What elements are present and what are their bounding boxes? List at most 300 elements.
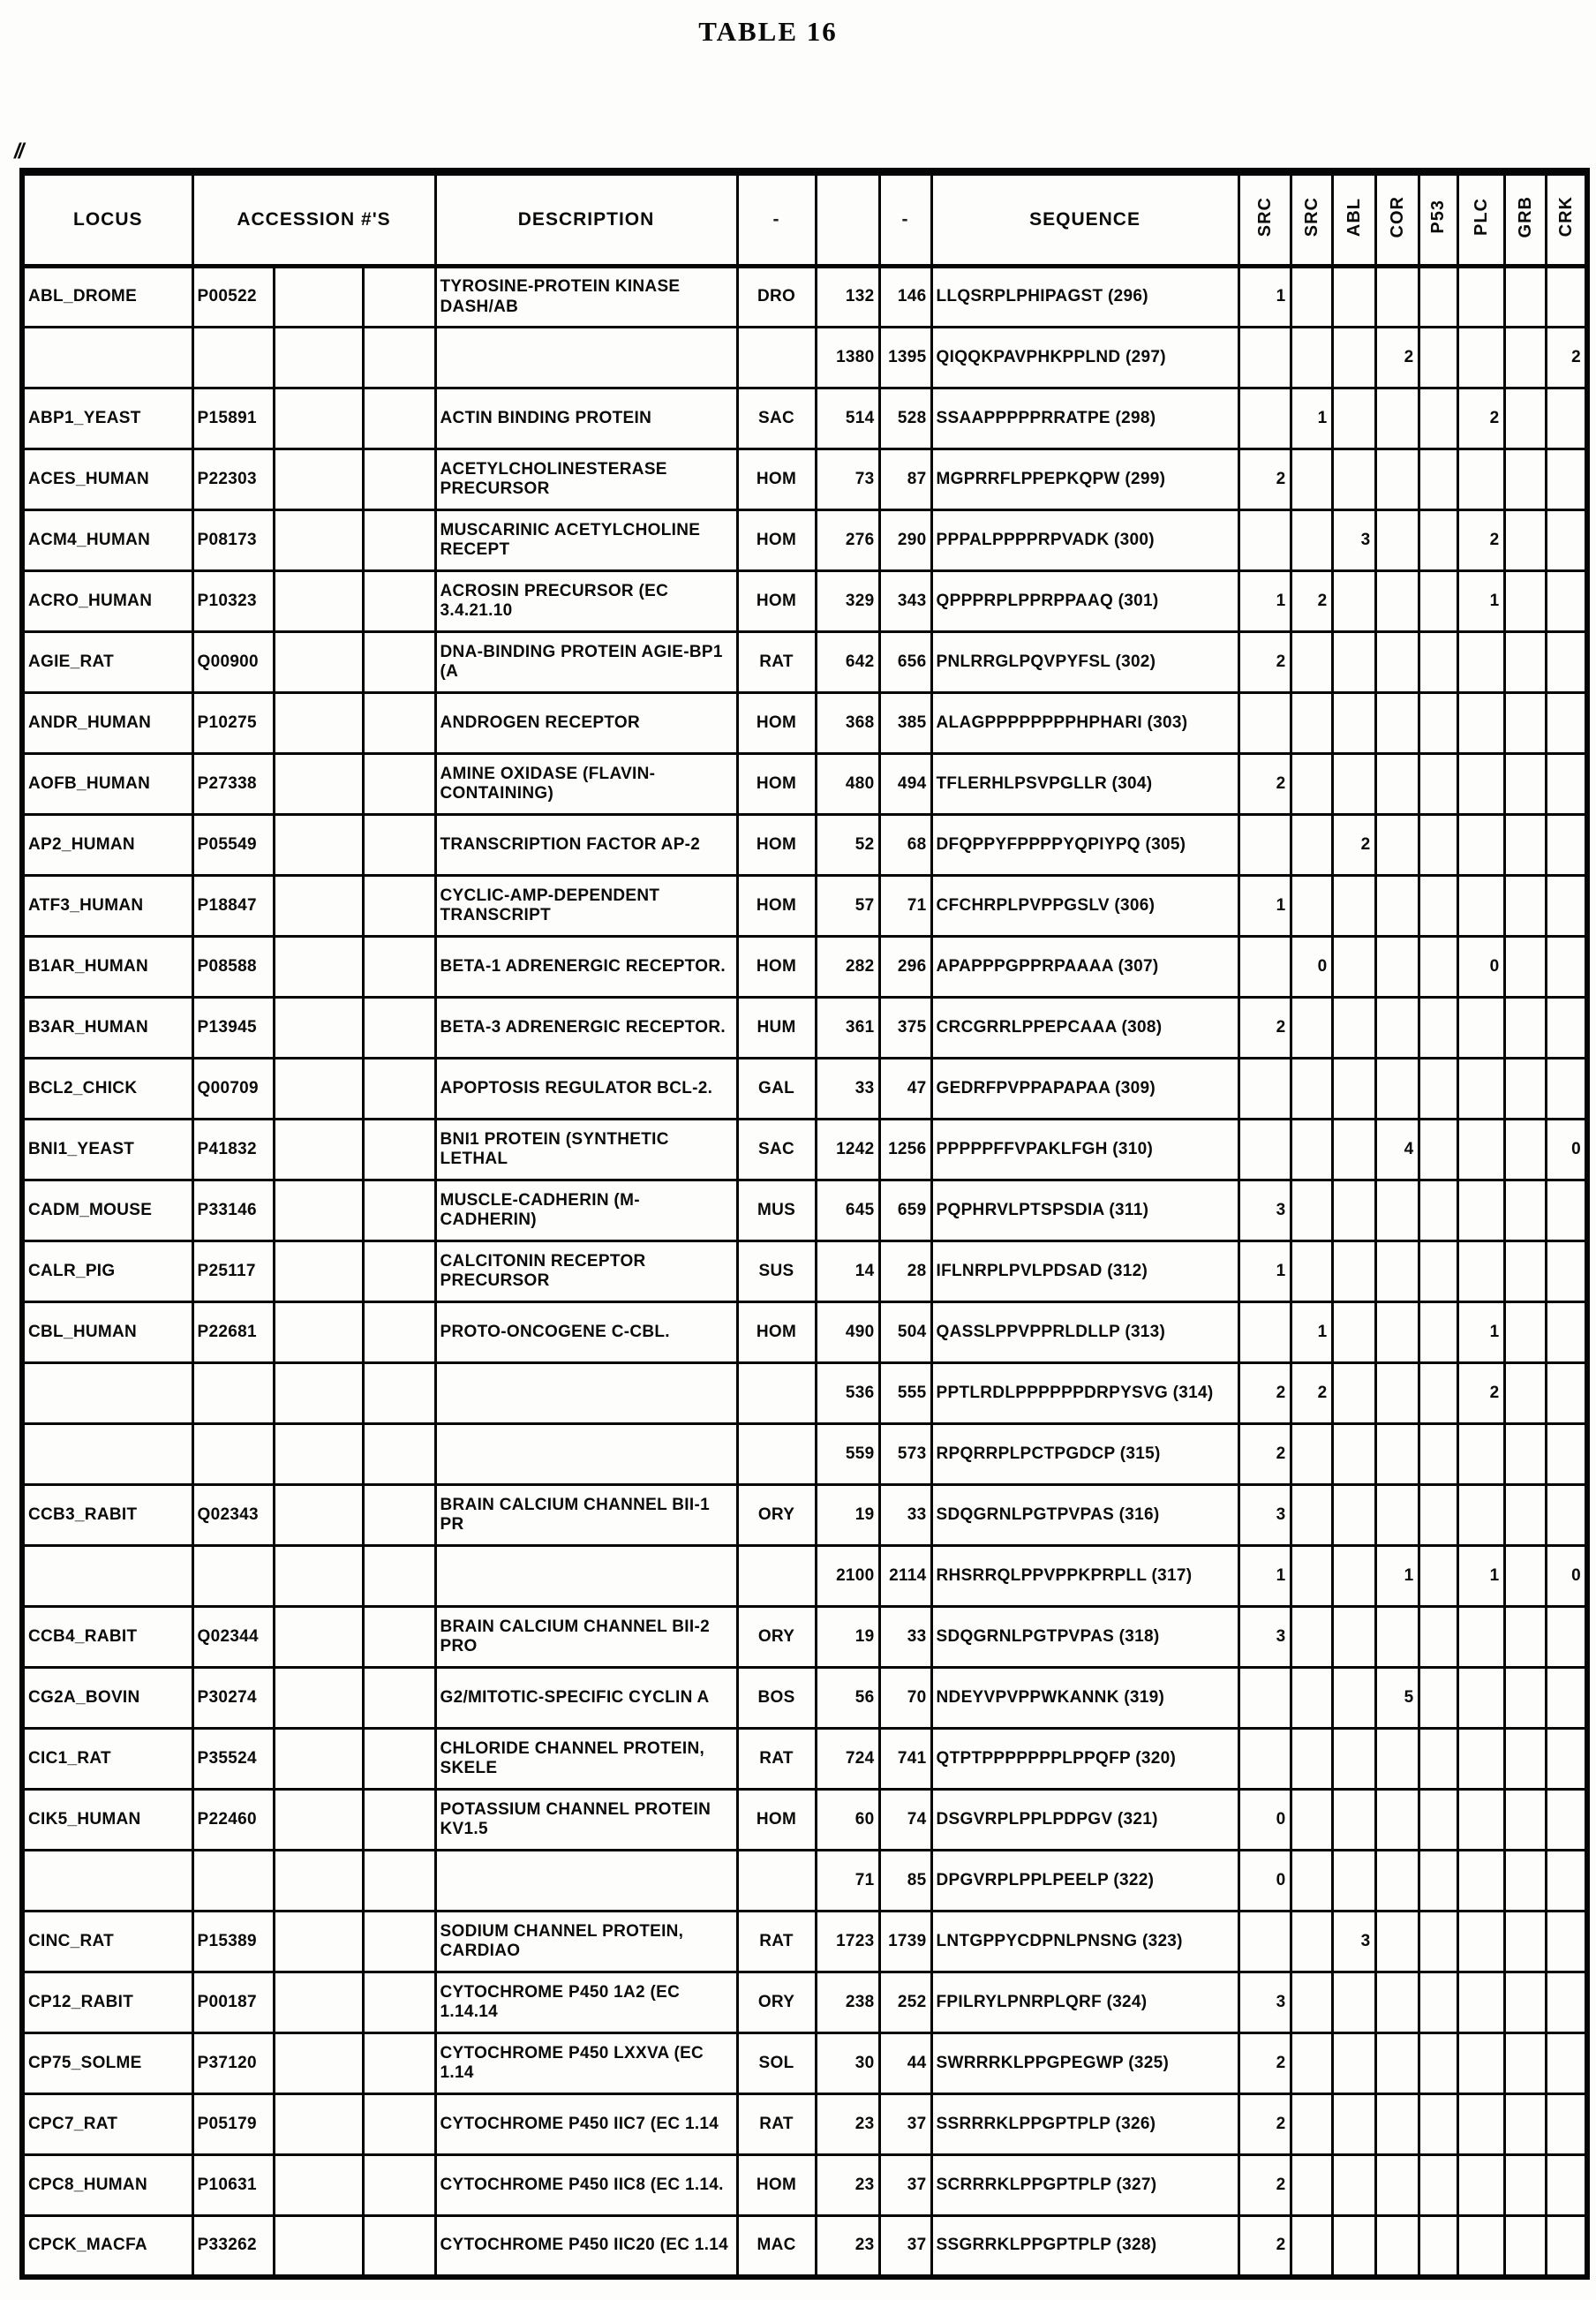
accession-subcell-2 [274,876,363,937]
count-cell-crk-7 [1546,1241,1587,1302]
count-cell-src-1 [1291,1546,1332,1607]
description-cell: CYTOCHROME P450 IIC8 (EC 1.14. [435,2155,737,2216]
count-cell-abl-2 [1332,1363,1375,1424]
accession-subcell-2 [274,1120,363,1180]
count-cell-p53-4 [1419,1120,1457,1180]
end-cell: 290 [879,510,931,571]
count-cell-src-0: 3 [1238,1485,1291,1546]
sequence-cell: LLQSRPLPHIPAGST (296) [931,267,1238,328]
table-row [22,267,1587,328]
accession-subcell-3 [363,1424,435,1485]
start-cell: 514 [816,388,879,449]
sequence-cell: QPPPRPLPPRPPAAQ (301) [931,571,1238,632]
count-cell-cor-3: 5 [1375,1668,1419,1729]
count-cell-abl-2 [1332,2216,1375,2277]
start-cell: 276 [816,510,879,571]
count-cell-p53-4 [1419,1729,1457,1790]
count-cell-src-0 [1238,1120,1291,1180]
count-cell-plc-5 [1457,328,1504,388]
count-cell-crk-7 [1546,1485,1587,1546]
locus-cell: AGIE_RAT [22,632,192,693]
start-cell: 56 [816,1668,879,1729]
organism-cell: HOM [737,1790,816,1851]
count-cell-cor-3 [1375,571,1419,632]
locus-cell: CP12_RABIT [22,1972,192,2033]
end-cell: 37 [879,2216,931,2277]
locus-cell: CPCK_MACFA [22,2216,192,2277]
count-cell-plc-5 [1457,1912,1504,1972]
start-cell: 23 [816,2094,879,2155]
table-row [22,1241,1587,1302]
count-cell-src-0 [1238,693,1291,754]
count-cell-p53-4 [1419,1851,1457,1912]
description-cell [435,1363,737,1424]
accession-cell: P05179 [192,2094,274,2155]
sequence-cell: RHSRRQLPPVPPKPRPLL (317) [931,1546,1238,1607]
accession-subcell-2 [274,1485,363,1546]
count-cell-src-1 [1291,1668,1332,1729]
count-cell-abl-2 [1332,388,1375,449]
sequence-cell: PPPALPPPPRPVADK (300) [931,510,1238,571]
sequence-cell: TFLERHLPSVPGLLR (304) [931,754,1238,815]
end-cell: 573 [879,1424,931,1485]
count-cell-src-1 [1291,1120,1332,1180]
count-cell-cor-3 [1375,1729,1419,1790]
start-cell: 52 [816,815,879,876]
count-cell-plc-5: 1 [1457,1302,1504,1363]
table-row [22,1485,1587,1546]
count-cell-src-1 [1291,2216,1332,2277]
header-p53-label: P53 [1428,200,1449,234]
description-cell: ACTIN BINDING PROTEIN [435,388,737,449]
count-cell-src-0: 3 [1238,1607,1291,1668]
count-cell-grb-6 [1504,632,1546,693]
header-src-1-label: SRC [1254,197,1275,238]
count-cell-abl-2 [1332,2033,1375,2094]
start-cell: 368 [816,693,879,754]
table-row [22,1120,1587,1180]
end-cell: 71 [879,876,931,937]
count-cell-src-0: 2 [1238,2094,1291,2155]
count-cell-abl-2 [1332,632,1375,693]
accession-subcell-2 [274,1180,363,1241]
accession-cell: P22303 [192,449,274,510]
end-cell: 555 [879,1363,931,1424]
organism-cell: HOM [737,510,816,571]
start-cell: 23 [816,2155,879,2216]
count-cell-cor-3 [1375,2155,1419,2216]
count-cell-src-1 [1291,754,1332,815]
count-cell-plc-5 [1457,1790,1504,1851]
description-cell: APOPTOSIS REGULATOR BCL-2. [435,1059,737,1120]
accession-subcell-2 [274,2216,363,2277]
header-plc-label: PLC [1471,198,1491,237]
table-row [22,1424,1587,1485]
count-cell-p53-4 [1419,1424,1457,1485]
count-cell-src-0 [1238,815,1291,876]
count-cell-src-1 [1291,2155,1332,2216]
accession-subcell-2 [274,754,363,815]
count-cell-p53-4 [1419,267,1457,328]
count-cell-abl-2 [1332,2155,1375,2216]
description-cell: ANDROGEN RECEPTOR [435,693,737,754]
description-cell: SODIUM CHANNEL PROTEIN, CARDIAO [435,1912,737,1972]
accession-subcell-2 [274,571,363,632]
organism-cell: SAC [737,1120,816,1180]
organism-cell: ORY [737,1485,816,1546]
count-cell-grb-6 [1504,2155,1546,2216]
accession-cell: P15891 [192,388,274,449]
count-cell-grb-6 [1504,1485,1546,1546]
end-cell: 37 [879,2155,931,2216]
count-cell-src-1 [1291,2094,1332,2155]
end-cell: 1256 [879,1120,931,1180]
start-cell: 490 [816,1302,879,1363]
end-cell: 70 [879,1668,931,1729]
accession-subcell-3 [363,449,435,510]
accession-subcell-3 [363,998,435,1059]
accession-cell [192,1363,274,1424]
header-p53 [1419,172,1457,267]
organism-cell: RAT [737,2094,816,2155]
count-cell-plc-5 [1457,2094,1504,2155]
accession-cell: P10323 [192,571,274,632]
count-cell-plc-5 [1457,815,1504,876]
accession-subcell-3 [363,1851,435,1912]
end-cell: 85 [879,1851,931,1912]
count-cell-crk-7: 2 [1546,328,1587,388]
table-row [22,449,1587,510]
header-start [816,172,879,267]
count-cell-cor-3 [1375,449,1419,510]
count-cell-grb-6 [1504,876,1546,937]
count-cell-cor-3 [1375,998,1419,1059]
count-cell-plc-5: 2 [1457,1363,1504,1424]
accession-subcell-2 [274,1546,363,1607]
locus-cell: BCL2_CHICK [22,1059,192,1120]
header-crk [1546,172,1587,267]
count-cell-grb-6 [1504,1180,1546,1241]
table-body [22,267,1587,2277]
sequence-cell: SCRRRKLPPGPTPLP (327) [931,2155,1238,2216]
locus-cell: B3AR_HUMAN [22,998,192,1059]
accession-subcell-2 [274,1790,363,1851]
sequence-cell: SDQGRNLPGTPVPAS (316) [931,1485,1238,1546]
accession-cell: P05549 [192,815,274,876]
accession-cell: P25117 [192,1241,274,1302]
count-cell-src-0 [1238,937,1291,998]
count-cell-p53-4 [1419,2155,1457,2216]
count-cell-crk-7 [1546,1790,1587,1851]
count-cell-abl-2 [1332,754,1375,815]
table-row [22,1363,1587,1424]
count-cell-abl-2 [1332,1972,1375,2033]
locus-cell: CCB3_RABIT [22,1485,192,1546]
accession-subcell-3 [363,2094,435,2155]
count-cell-src-0: 2 [1238,1424,1291,1485]
count-cell-p53-4 [1419,1668,1457,1729]
end-cell: 343 [879,571,931,632]
start-cell: 559 [816,1424,879,1485]
count-cell-crk-7 [1546,2094,1587,2155]
end-cell: 146 [879,267,931,328]
sequence-cell: QTPTPPPPPPPLPPQFP (320) [931,1729,1238,1790]
count-cell-plc-5: 2 [1457,510,1504,571]
count-cell-crk-7: 0 [1546,1546,1587,1607]
accession-subcell-3 [363,571,435,632]
count-cell-src-0 [1238,1912,1291,1972]
count-cell-abl-2 [1332,2094,1375,2155]
count-cell-abl-2 [1332,1668,1375,1729]
organism-cell: HOM [737,449,816,510]
accession-cell: Q00900 [192,632,274,693]
organism-cell [737,1546,816,1607]
accession-cell: P18847 [192,876,274,937]
count-cell-p53-4 [1419,1485,1457,1546]
count-cell-src-1 [1291,1972,1332,2033]
count-cell-src-0: 1 [1238,1241,1291,1302]
accession-subcell-3 [363,2216,435,2277]
start-cell: 238 [816,1972,879,2033]
header-description: DESCRIPTION [435,172,737,267]
description-cell: MUSCARINIC ACETYLCHOLINE RECEPT [435,510,737,571]
count-cell-src-1 [1291,2033,1332,2094]
count-cell-src-0: 3 [1238,1972,1291,2033]
count-cell-src-1 [1291,876,1332,937]
count-cell-plc-5 [1457,693,1504,754]
count-cell-src-1: 1 [1291,1302,1332,1363]
count-cell-p53-4 [1419,998,1457,1059]
description-cell: ACETYLCHOLINESTERASE PRECURSOR [435,449,737,510]
count-cell-src-1: 2 [1291,1363,1332,1424]
count-cell-abl-2 [1332,1424,1375,1485]
locus-cell: CALR_PIG [22,1241,192,1302]
sequence-cell: ALAGPPPPPPPPHPHARI (303) [931,693,1238,754]
organism-cell: SAC [737,388,816,449]
start-cell: 724 [816,1729,879,1790]
table-row [22,754,1587,815]
table-row [22,693,1587,754]
header-cor-label: COR [1387,195,1407,238]
organism-cell: HUM [737,998,816,1059]
end-cell: 252 [879,1972,931,2033]
description-cell: BETA-1 ADRENERGIC RECEPTOR. [435,937,737,998]
count-cell-abl-2 [1332,876,1375,937]
count-cell-src-1 [1291,1607,1332,1668]
accession-subcell-3 [363,328,435,388]
count-cell-plc-5 [1457,1607,1504,1668]
count-cell-grb-6 [1504,754,1546,815]
count-cell-src-1 [1291,1424,1332,1485]
table-row [22,2155,1587,2216]
count-cell-cor-3 [1375,1485,1419,1546]
locus-cell: BNI1_YEAST [22,1120,192,1180]
count-cell-src-1 [1291,1729,1332,1790]
table-row [22,1668,1587,1729]
locus-cell: ATF3_HUMAN [22,876,192,937]
table-row [22,1729,1587,1790]
accession-subcell-3 [363,632,435,693]
count-cell-crk-7 [1546,1607,1587,1668]
description-cell [435,1424,737,1485]
count-cell-p53-4 [1419,754,1457,815]
count-cell-abl-2 [1332,1180,1375,1241]
count-cell-cor-3 [1375,1241,1419,1302]
count-cell-crk-7 [1546,998,1587,1059]
accession-subcell-3 [363,1668,435,1729]
count-cell-p53-4 [1419,571,1457,632]
accession-subcell-3 [363,1363,435,1424]
table-row [22,1851,1587,1912]
end-cell: 33 [879,1607,931,1668]
count-cell-abl-2 [1332,1546,1375,1607]
count-cell-src-1 [1291,1851,1332,1912]
count-cell-abl-2 [1332,328,1375,388]
header-sequence: SEQUENCE [931,172,1238,267]
locus-cell: AP2_HUMAN [22,815,192,876]
count-cell-src-0 [1238,388,1291,449]
locus-cell [22,1363,192,1424]
accession-subcell-2 [274,1607,363,1668]
end-cell: 494 [879,754,931,815]
count-cell-src-0: 2 [1238,449,1291,510]
header-src-2-label: SRC [1301,197,1321,238]
count-cell-src-1 [1291,632,1332,693]
end-cell: 385 [879,693,931,754]
end-cell: 44 [879,2033,931,2094]
organism-cell: MUS [737,1180,816,1241]
accession-subcell-2 [274,1424,363,1485]
locus-cell: CADM_MOUSE [22,1180,192,1241]
accession-subcell-3 [363,1059,435,1120]
count-cell-abl-2 [1332,1120,1375,1180]
count-cell-abl-2: 3 [1332,510,1375,571]
accession-cell: P15389 [192,1912,274,1972]
description-cell: CALCITONIN RECEPTOR PRECURSOR [435,1241,737,1302]
count-cell-src-0: 2 [1238,2033,1291,2094]
accession-cell: Q00709 [192,1059,274,1120]
table-row [22,1912,1587,1972]
count-cell-abl-2 [1332,1485,1375,1546]
count-cell-cor-3 [1375,937,1419,998]
end-cell: 375 [879,998,931,1059]
count-cell-grb-6 [1504,937,1546,998]
count-cell-grb-6 [1504,388,1546,449]
organism-cell: SUS [737,1241,816,1302]
count-cell-crk-7 [1546,1912,1587,1972]
accession-cell [192,1851,274,1912]
count-cell-src-0 [1238,510,1291,571]
organism-cell: DRO [737,267,816,328]
sequence-cell: PPPPPFFVPAKLFGH (310) [931,1120,1238,1180]
sequence-cell: DFQPPYFPPPPYQPIYPQ (305) [931,815,1238,876]
count-cell-abl-2 [1332,937,1375,998]
count-cell-plc-5 [1457,998,1504,1059]
count-cell-src-0: 2 [1238,998,1291,1059]
start-cell: 30 [816,2033,879,2094]
locus-cell: CINC_RAT [22,1912,192,1972]
count-cell-abl-2: 3 [1332,1912,1375,1972]
locus-cell: CIK5_HUMAN [22,1790,192,1851]
count-cell-src-0: 0 [1238,1851,1291,1912]
count-cell-grb-6 [1504,1851,1546,1912]
count-cell-src-0: 1 [1238,571,1291,632]
end-cell: 74 [879,1790,931,1851]
description-cell: CYTOCHROME P450 IIC20 (EC 1.14 [435,2216,737,2277]
description-cell: BRAIN CALCIUM CHANNEL BII-2 PRO [435,1607,737,1668]
accession-subcell-2 [274,449,363,510]
count-cell-cor-3 [1375,815,1419,876]
start-cell: 73 [816,449,879,510]
organism-cell [737,328,816,388]
sequence-cell: SSGRRKLPPGPTPLP (328) [931,2216,1238,2277]
organism-cell: GAL [737,1059,816,1120]
accession-subcell-3 [363,1120,435,1180]
table-row [22,1972,1587,2033]
count-cell-cor-3: 4 [1375,1120,1419,1180]
description-cell: BETA-3 ADRENERGIC RECEPTOR. [435,998,737,1059]
count-cell-src-0 [1238,1059,1291,1120]
description-cell: AMINE OXIDASE (FLAVIN-CONTAINING) [435,754,737,815]
accession-cell: P13945 [192,998,274,1059]
sequence-cell: CRCGRRLPPEPCAAA (308) [931,998,1238,1059]
accession-cell: P22460 [192,1790,274,1851]
count-cell-grb-6 [1504,2033,1546,2094]
count-cell-cor-3 [1375,632,1419,693]
count-cell-grb-6 [1504,328,1546,388]
count-cell-crk-7 [1546,571,1587,632]
count-cell-crk-7 [1546,876,1587,937]
header-plc [1457,172,1504,267]
table-row [22,1790,1587,1851]
locus-cell: CPC8_HUMAN [22,2155,192,2216]
end-cell: 37 [879,2094,931,2155]
sequence-cell: PQPHRVLPTSPSDIA (311) [931,1180,1238,1241]
locus-cell: B1AR_HUMAN [22,937,192,998]
accession-cell: P08173 [192,510,274,571]
accession-subcell-3 [363,388,435,449]
organism-cell: HOM [737,876,816,937]
sequence-cell: SWRRRKLPPGPEGWP (325) [931,2033,1238,2094]
count-cell-abl-2 [1332,267,1375,328]
count-cell-p53-4 [1419,937,1457,998]
description-cell: G2/MITOTIC-SPECIFIC CYCLIN A [435,1668,737,1729]
accession-cell: P27338 [192,754,274,815]
table-row [22,876,1587,937]
count-cell-src-1: 0 [1291,937,1332,998]
organism-cell [737,1363,816,1424]
description-cell: POTASSIUM CHANNEL PROTEIN KV1.5 [435,1790,737,1851]
count-cell-src-1 [1291,510,1332,571]
sequence-cell: QIQQKPAVPHKPPLND (297) [931,328,1238,388]
count-cell-plc-5 [1457,2033,1504,2094]
count-cell-grb-6 [1504,1363,1546,1424]
count-cell-crk-7 [1546,1302,1587,1363]
count-cell-plc-5 [1457,1729,1504,1790]
organism-cell [737,1424,816,1485]
sequence-cell: DSGVRPLPPLPDPGV (321) [931,1790,1238,1851]
description-cell: CYTOCHROME P450 IIC7 (EC 1.14 [435,2094,737,2155]
count-cell-p53-4 [1419,2094,1457,2155]
accession-subcell-2 [274,1668,363,1729]
count-cell-crk-7 [1546,1059,1587,1120]
page-corner-mark: // [14,140,23,163]
description-cell [435,328,737,388]
accession-subcell-2 [274,1912,363,1972]
accession-subcell-3 [363,1241,435,1302]
count-cell-grb-6 [1504,1059,1546,1120]
description-cell: BNI1 PROTEIN (SYNTHETIC LETHAL [435,1120,737,1180]
